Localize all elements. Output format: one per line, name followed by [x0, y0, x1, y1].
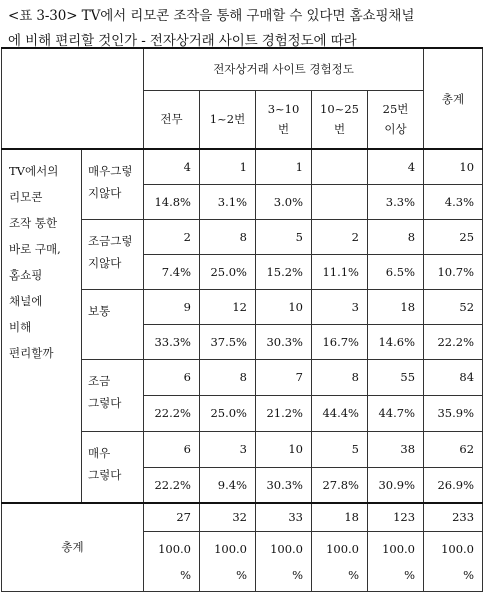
count-cell: 8	[200, 359, 256, 395]
total-count-cell: 27	[144, 503, 200, 531]
pct-cell: 27.8%	[312, 467, 368, 503]
count-cell: 4	[144, 149, 200, 184]
pct-cell: 35.9%	[424, 395, 483, 431]
pct-cell: 3.1%	[200, 184, 256, 219]
pct-cell: 44.4%	[312, 395, 368, 431]
count-cell: 8	[368, 219, 424, 254]
col-header-1-2: 1~2번	[200, 90, 256, 149]
total-count-cell: 233	[424, 503, 483, 531]
count-cell: 4	[368, 149, 424, 184]
pct-cell: 3.0%	[256, 184, 312, 219]
col-header-25plus: 25번 이상	[368, 90, 424, 149]
total-header: 총계	[424, 48, 483, 149]
category-very-agree: 매우 그렇다	[82, 431, 144, 503]
pct-cell: 30.9%	[368, 467, 424, 503]
total-pct-cell: 100.0 %	[312, 531, 368, 591]
pct-cell	[312, 184, 368, 219]
pct-cell: 14.8%	[144, 184, 200, 219]
caption-line-2: 에 비해 편리할 것인가 - 전자상거래 사이트 경험정도에 따라	[8, 33, 357, 49]
pct-cell: 3.3%	[368, 184, 424, 219]
pct-cell: 15.2%	[256, 254, 312, 289]
count-cell: 6	[144, 359, 200, 395]
count-cell: 62	[424, 431, 483, 467]
count-cell: 10	[424, 149, 483, 184]
pct-cell: 25.0%	[200, 254, 256, 289]
col-header-none: 전무	[144, 90, 200, 149]
total-pct-cell: 100.0 %	[424, 531, 483, 591]
count-cell: 55	[368, 359, 424, 395]
count-cell: 3	[200, 431, 256, 467]
row-group-header: TV에서의 리모콘 조작 통한 바로 구매, 홈쇼핑 채널에 비해 편리할까	[2, 149, 82, 503]
pct-cell: 33.3%	[144, 324, 200, 359]
category-somewhat-disagree: 조금그렇 지않다	[82, 219, 144, 289]
count-cell: 1	[200, 149, 256, 184]
count-cell: 8	[200, 219, 256, 254]
category-neutral: 보통	[82, 289, 144, 359]
caption-line-1: <표 3-30> TV에서 리모콘 조작을 통해 구매할 수 있다면 홈쇼핑채널	[8, 8, 415, 24]
col-header-3-10: 3~10 번	[256, 90, 312, 149]
crosstab-table	[1, 47, 483, 592]
pct-cell: 21.2%	[256, 395, 312, 431]
pct-cell: 4.3%	[424, 184, 483, 219]
total-pct-cell: 100.0 %	[200, 531, 256, 591]
pct-cell: 22.2%	[144, 395, 200, 431]
total-count-cell: 123	[368, 503, 424, 531]
pct-cell: 26.9%	[424, 467, 483, 503]
total-row-label: 총계	[2, 503, 144, 591]
count-cell: 18	[368, 289, 424, 324]
count-cell: 12	[200, 289, 256, 324]
count-cell: 2	[144, 219, 200, 254]
total-pct-cell: 100.0 %	[256, 531, 312, 591]
pct-cell: 30.3%	[256, 324, 312, 359]
total-pct-cell: 100.0 %	[144, 531, 200, 591]
pct-cell: 7.4%	[144, 254, 200, 289]
count-cell: 2	[312, 219, 368, 254]
count-cell: 1	[256, 149, 312, 184]
count-cell: 8	[312, 359, 368, 395]
pct-cell: 44.7%	[368, 395, 424, 431]
count-cell: 5	[256, 219, 312, 254]
pct-cell: 16.7%	[312, 324, 368, 359]
count-cell: 10	[256, 431, 312, 467]
group-header: 전자상거래 사이트 경험정도	[144, 48, 424, 90]
pct-cell: 30.3%	[256, 467, 312, 503]
count-cell: 5	[312, 431, 368, 467]
pct-cell: 10.7%	[424, 254, 483, 289]
count-cell: 38	[368, 431, 424, 467]
count-cell: 9	[144, 289, 200, 324]
total-count-cell: 18	[312, 503, 368, 531]
corner-cell	[2, 48, 144, 149]
pct-cell: 25.0%	[200, 395, 256, 431]
count-cell: 84	[424, 359, 483, 395]
total-count-cell: 32	[200, 503, 256, 531]
pct-cell: 9.4%	[200, 467, 256, 503]
pct-cell: 6.5%	[368, 254, 424, 289]
count-cell	[312, 149, 368, 184]
pct-cell: 22.2%	[424, 324, 483, 359]
count-cell: 52	[424, 289, 483, 324]
pct-cell: 14.6%	[368, 324, 424, 359]
count-cell: 3	[312, 289, 368, 324]
count-cell: 6	[144, 431, 200, 467]
pct-cell: 11.1%	[312, 254, 368, 289]
pct-cell: 37.5%	[200, 324, 256, 359]
category-very-disagree: 매우그렇 지않다	[82, 149, 144, 219]
col-header-10-25: 10~25 번	[312, 90, 368, 149]
pct-cell: 22.2%	[144, 467, 200, 503]
category-somewhat-agree: 조금 그렇다	[82, 359, 144, 431]
count-cell: 10	[256, 289, 312, 324]
count-cell: 7	[256, 359, 312, 395]
total-count-cell: 33	[256, 503, 312, 531]
total-pct-cell: 100.0 %	[368, 531, 424, 591]
count-cell: 25	[424, 219, 483, 254]
